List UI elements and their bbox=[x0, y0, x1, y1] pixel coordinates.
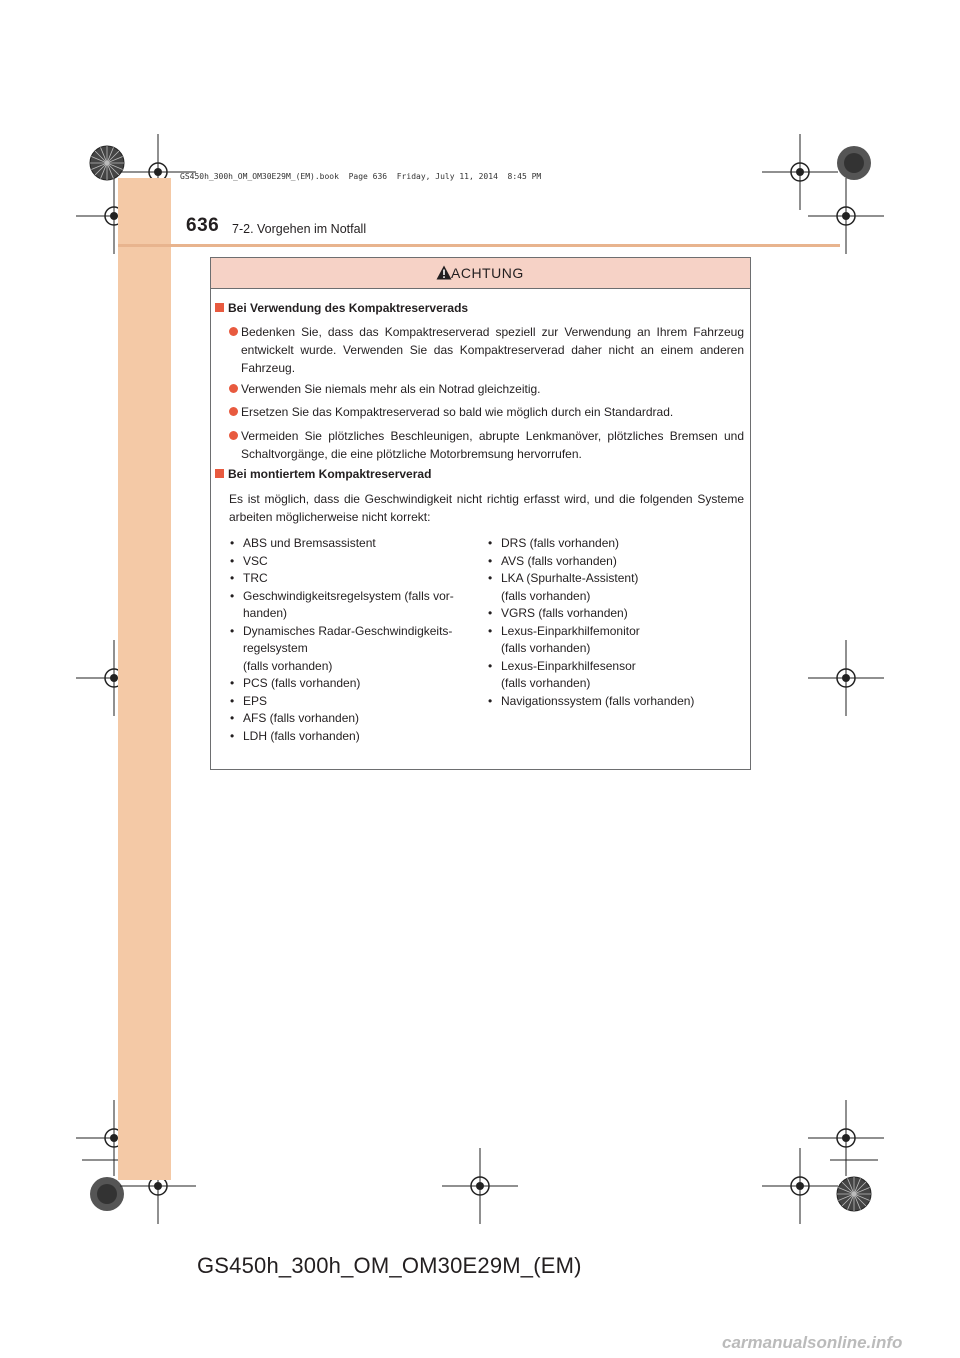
square-bullet-icon bbox=[215, 303, 224, 312]
book-stamp: GS450h_300h_OM_OM30E29M_(EM).book Page 636 Friday, July 11, 2014 8:45 PM bbox=[180, 172, 542, 181]
round-bullet-icon bbox=[229, 431, 238, 440]
system-item: • Lexus-Einparkhilfesensor (falls vorhanden) bbox=[488, 658, 738, 693]
registration-burst-icon bbox=[837, 1177, 871, 1211]
list-item: Bedenken Sie, dass das Kompaktreserverad speziell zur Verwendung an Ihrem Fahrzeug entwickelt wurde. Verwenden Sie das Kompaktreserverad daher nicht an einem anderen Fahrzeug. bbox=[229, 323, 744, 377]
registration-cross-icon bbox=[808, 1100, 884, 1176]
list-item: Vermeiden Sie plötzliches Beschleunigen, abrupte Lenkmanöver, plötzliches Bremsen und Schaltvorgänge, die eine plötzliche Motorbremsung hervorrufen. bbox=[229, 427, 744, 463]
registration-cross-icon bbox=[762, 134, 838, 210]
header-rule bbox=[118, 244, 840, 247]
systems-list-left bbox=[230, 535, 470, 745]
registration-burst-icon bbox=[90, 146, 124, 180]
warning-header bbox=[211, 258, 750, 289]
system-item: • LDH (falls vorhanden) bbox=[230, 728, 470, 746]
list-item: Verwenden Sie niemals mehr als ein Notrad gleichzeitig. bbox=[229, 380, 744, 398]
square-bullet-icon bbox=[215, 469, 224, 478]
system-item: • Geschwindigkeitsregelsystem (falls vor- handen) bbox=[230, 588, 470, 623]
registration-burst-icon bbox=[837, 146, 871, 180]
registration-cross-icon bbox=[808, 640, 884, 716]
system-item: • PCS (falls vorhanden) bbox=[230, 675, 470, 693]
system-item: • DRS (falls vorhanden) bbox=[488, 535, 738, 553]
systems-list-right bbox=[488, 535, 738, 710]
document-code: GS450h_300h_OM_OM30E29M_(EM) bbox=[197, 1253, 582, 1278]
system-item: • Lexus-Einparkhilfemonitor (falls vorhanden) bbox=[488, 623, 738, 658]
registration-burst-icon bbox=[90, 1177, 124, 1211]
system-item: • VGRS (falls vorhanden) bbox=[488, 605, 738, 623]
system-item: • EPS bbox=[230, 693, 470, 711]
system-item: • TRC bbox=[230, 570, 470, 588]
section-heading: Bei Verwendung des Kompaktreserverads bbox=[215, 301, 468, 315]
system-item: • VSC bbox=[230, 553, 470, 571]
system-item: • LKA (Spurhalte-Assistent) (falls vorhanden) bbox=[488, 570, 738, 605]
list-item: Ersetzen Sie das Kompaktreserverad so bald wie möglich durch ein Standardrad. bbox=[229, 403, 744, 421]
section-title: 7-2. Vorgehen im Notfall bbox=[232, 222, 367, 236]
page-number: 636 bbox=[186, 215, 220, 236]
warning-triangle-icon bbox=[436, 265, 452, 280]
round-bullet-icon bbox=[229, 327, 238, 336]
registration-cross-icon bbox=[442, 1148, 518, 1224]
system-item: • ABS und Bremsassistent bbox=[230, 535, 470, 553]
systems-intro: Es ist möglich, dass die Geschwindigkeit nicht richtig erfasst wird, und die folgenden Systeme arbeiten möglicherweise nicht korrekt: bbox=[229, 492, 744, 524]
round-bullet-icon bbox=[229, 384, 238, 393]
round-bullet-icon bbox=[229, 407, 238, 416]
system-item: • Navigationssystem (falls vorhanden) bbox=[488, 693, 738, 711]
system-item: • Dynamisches Radar-Geschwindigkeits- regelsystem (falls vorhanden) bbox=[230, 623, 470, 676]
registration-cross-icon bbox=[762, 1148, 838, 1224]
watermark: carmanualsonline.info bbox=[722, 1333, 903, 1352]
system-item: • AVS (falls vorhanden) bbox=[488, 553, 738, 571]
chapter-side-band bbox=[118, 178, 171, 1180]
system-item: • AFS (falls vorhanden) bbox=[230, 710, 470, 728]
section-heading: Bei montiertem Kompaktreserverad bbox=[215, 467, 431, 481]
warning-title: ACHTUNG bbox=[451, 265, 524, 281]
